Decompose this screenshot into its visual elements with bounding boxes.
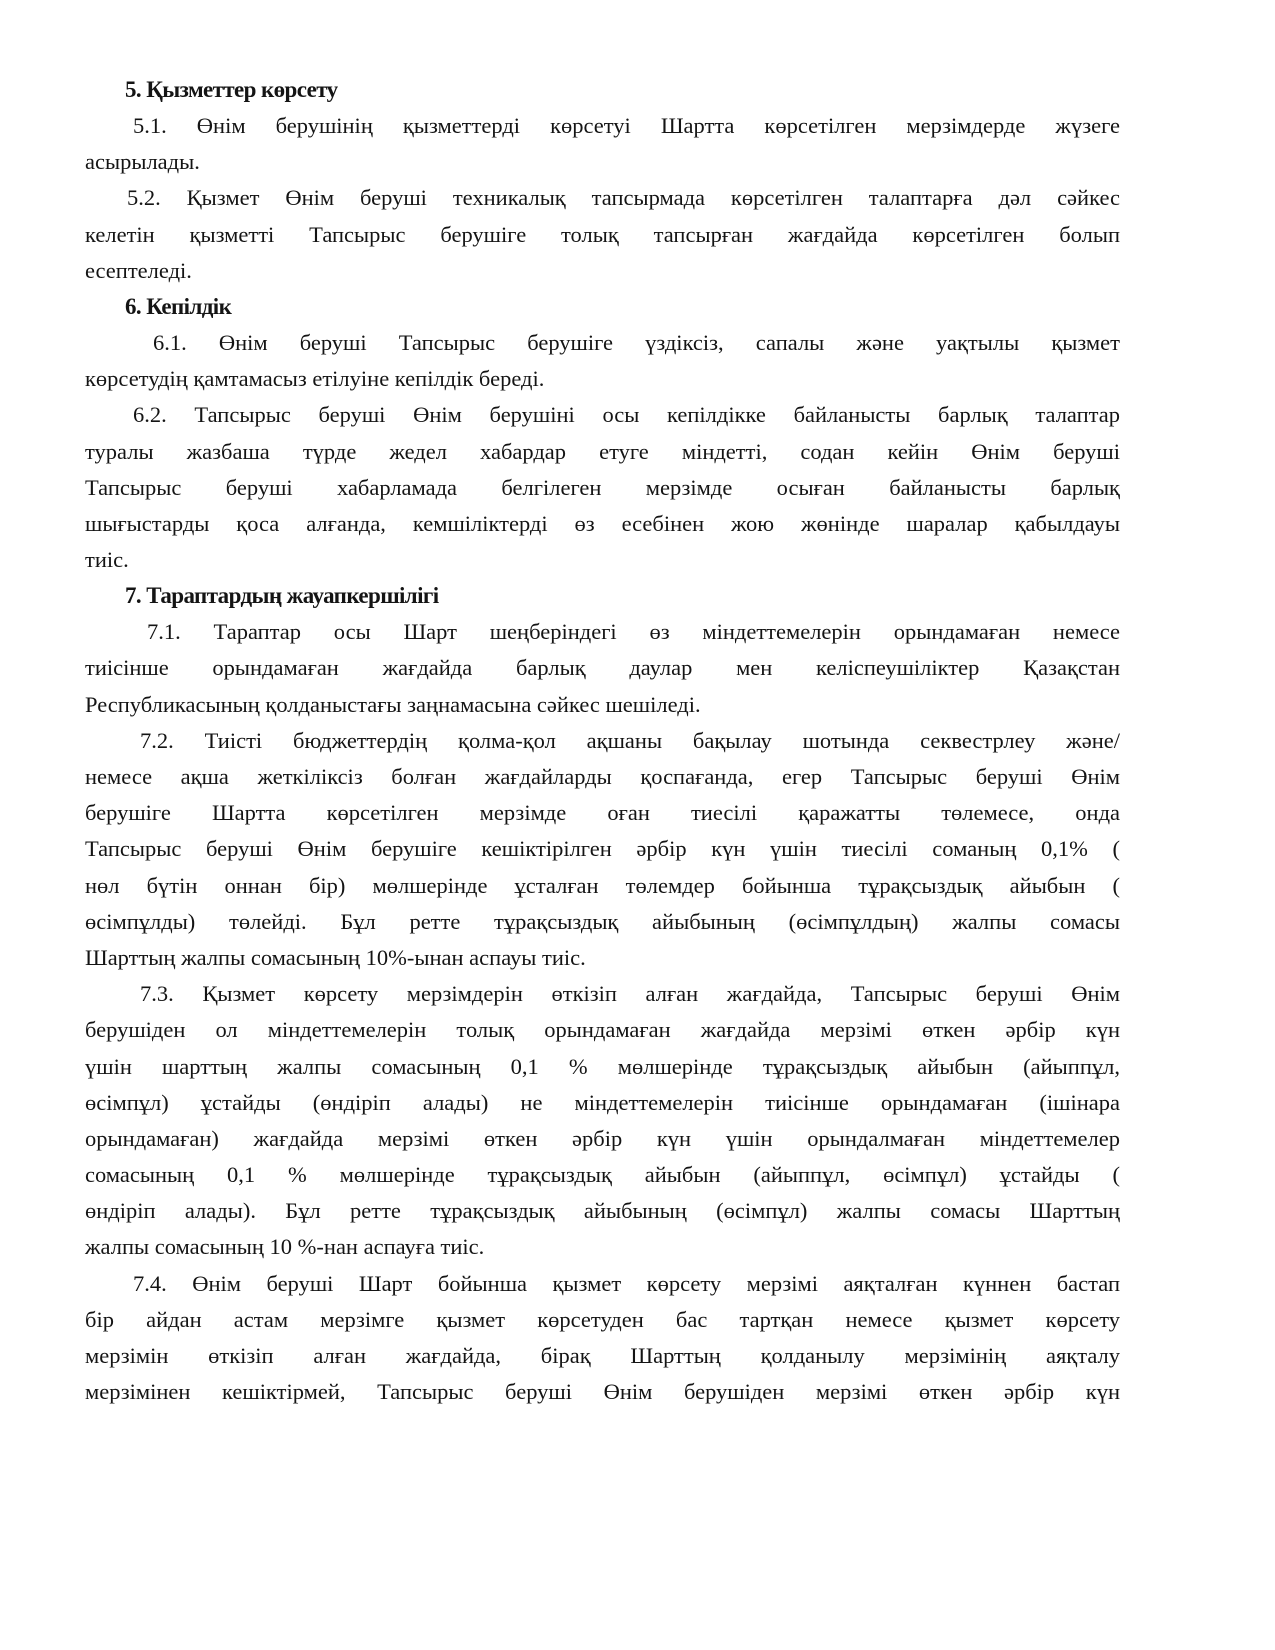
text-line: келетін қызметті Тапсырыс берушіге толық тапсырған жағдайда көрсетілген болып [85,221,1120,247]
section-heading: 6. Кепілдік [125,293,232,319]
text-line: жалпы сомасының 10 %-нан аспауға тиіс. [85,1234,485,1260]
paragraph-7-1 [85,614,1120,723]
text-line: мерзімін өткізіп алған жағдайда, бірақ Шарттың қолданылу мерзімінің аяқталу [85,1343,1120,1368]
text-line: берушіге Шартта көрсетілген мерзімде оған тиесілі қаражатты төлемесе, онда [85,800,1120,826]
text-line: немесе ақша жеткіліксіз болған жағдайларды қоспағанда, егер Тапсырыс беруші Өнім [85,764,1120,789]
text-line: есептеледі. [85,257,192,283]
text-line: тиіс. [85,547,129,573]
text-line: 7.3. Қызмет көрсету мерзімдерін өткізіп алған жағдайда, Тапсырыс беруші Өнім [140,981,1120,1007]
paragraph-7-4 [85,1266,1120,1411]
text-line: 6.2. Тапсырыс беруші Өнім берушіні осы кепілдікке байланысты барлық талаптар [133,402,1120,428]
section-heading: 5. Қызметтер көрсету [125,77,338,102]
section-6-warranty [85,289,1120,578]
text-line: Шарттың жалпы сомасының 10%-ынан аспауы тиіс. [85,944,586,970]
paragraph-7-2 [85,723,1120,976]
section-5-services [85,72,1120,289]
document-page [85,72,1120,1410]
text-line: Тапсырыс беруші хабарламада белгілеген мерзімде осыған байланысты барлық [85,474,1120,500]
paragraph-7-3 [85,976,1120,1266]
text-line: Тапсырыс беруші Өнім берушіге кешіктірілген әрбір күн үшін тиесілі соманың 0,1% ( [85,836,1120,862]
text-line: мерзімінен кешіктірмей, Тапсырыс беруші Өнім берушіден мерзімі өткен әрбір күн [85,1379,1120,1405]
text-line: берушіден ол міндеттемелерін толық орындамаған жағдайда мерзімі өткен әрбір күн [85,1017,1120,1043]
text-line: бір айдан астам мерзімге қызмет көрсетуден бас тартқан немесе қызмет көрсету [85,1306,1120,1332]
text-line: шығыстарды қоса алғанда, кемшіліктерді өз есебінен жою жөнінде шаралар қабылдауы [85,510,1120,536]
text-line: сомасының 0,1 % мөлшерінде тұрақсыздық айыбын (айыппұл, өсімпұл) ұстайды ( [85,1162,1120,1188]
text-line: туралы жазбаша түрде жедел хабардар етуге міндетті, содан кейін Өнім беруші [85,438,1120,464]
text-line: Республикасының қолданыстағы заңнамасына сәйкес шешіледі. [85,691,701,717]
section-7-liability [85,578,1120,1410]
text-line: көрсетудің қамтамасыз етілуіне кепілдік береді. [85,366,545,392]
text-line: орындамаған) жағдайда мерзімі өткен әрбір күн үшін орындалмаған міндеттемелер [85,1125,1120,1151]
text-line: тиісінше орындамаған жағдайда барлық даулар мен келіспеушіліктер Қазақстан [85,655,1120,681]
paragraph-6-2 [85,397,1120,578]
section-heading: 7. Тараптардың жауапкершілігі [125,583,439,609]
paragraph-5-2 [85,180,1120,289]
text-line: өндіріп алады). Бұл ретте тұрақсыздық айыбының (өсімпұл) жалпы сомасы Шарттың [85,1198,1120,1224]
text-line: 6.1. Өнім беруші Тапсырыс берушіге үздіксіз, сапалы және уақтылы қызмет [153,329,1120,355]
paragraph-6-1 [85,325,1120,397]
text-line: 7.4. Өнім беруші Шарт бойынша қызмет көрсету мерзімі аяқталған күннен бастап [133,1270,1120,1296]
text-line: өсімпұл) ұстайды (өндіріп алады) не міндеттемелерін тиісінше орындамаған (ішінара [85,1089,1120,1115]
text-line: 5.1. Өнім берушінің қызметтерді көрсетуі Шартта көрсетілген мерзімдерде жүзеге [133,113,1120,138]
text-line: асырылады. [85,149,200,175]
text-line: 7.1. Тараптар осы Шарт шеңберіндегі өз міндеттемелерін орындамаған немесе [147,619,1120,645]
text-line: өсімпұлды) төлейді. Бұл ретте тұрақсыздық айыбының (өсімпұлдың) жалпы сомасы [85,908,1120,934]
text-line: нөл бүтін оннан бір) мөлшерінде ұсталған төлемдер бойынша тұрақсыздық айыбын ( [85,872,1120,898]
paragraph-5-1 [85,108,1120,180]
text-line: 7.2. Тиісті бюджеттердің қолма-қол ақшаны бақылау шотында секвестрлеу және/ [140,727,1120,753]
text-line: 5.2. Қызмет Өнім беруші техникалық тапсырмада көрсетілген талаптарға дәл сәйкес [127,185,1120,211]
text-line: үшін шарттың жалпы сомасының 0,1 % мөлшерінде тұрақсыздық айыбын (айыппұл, [85,1053,1120,1079]
